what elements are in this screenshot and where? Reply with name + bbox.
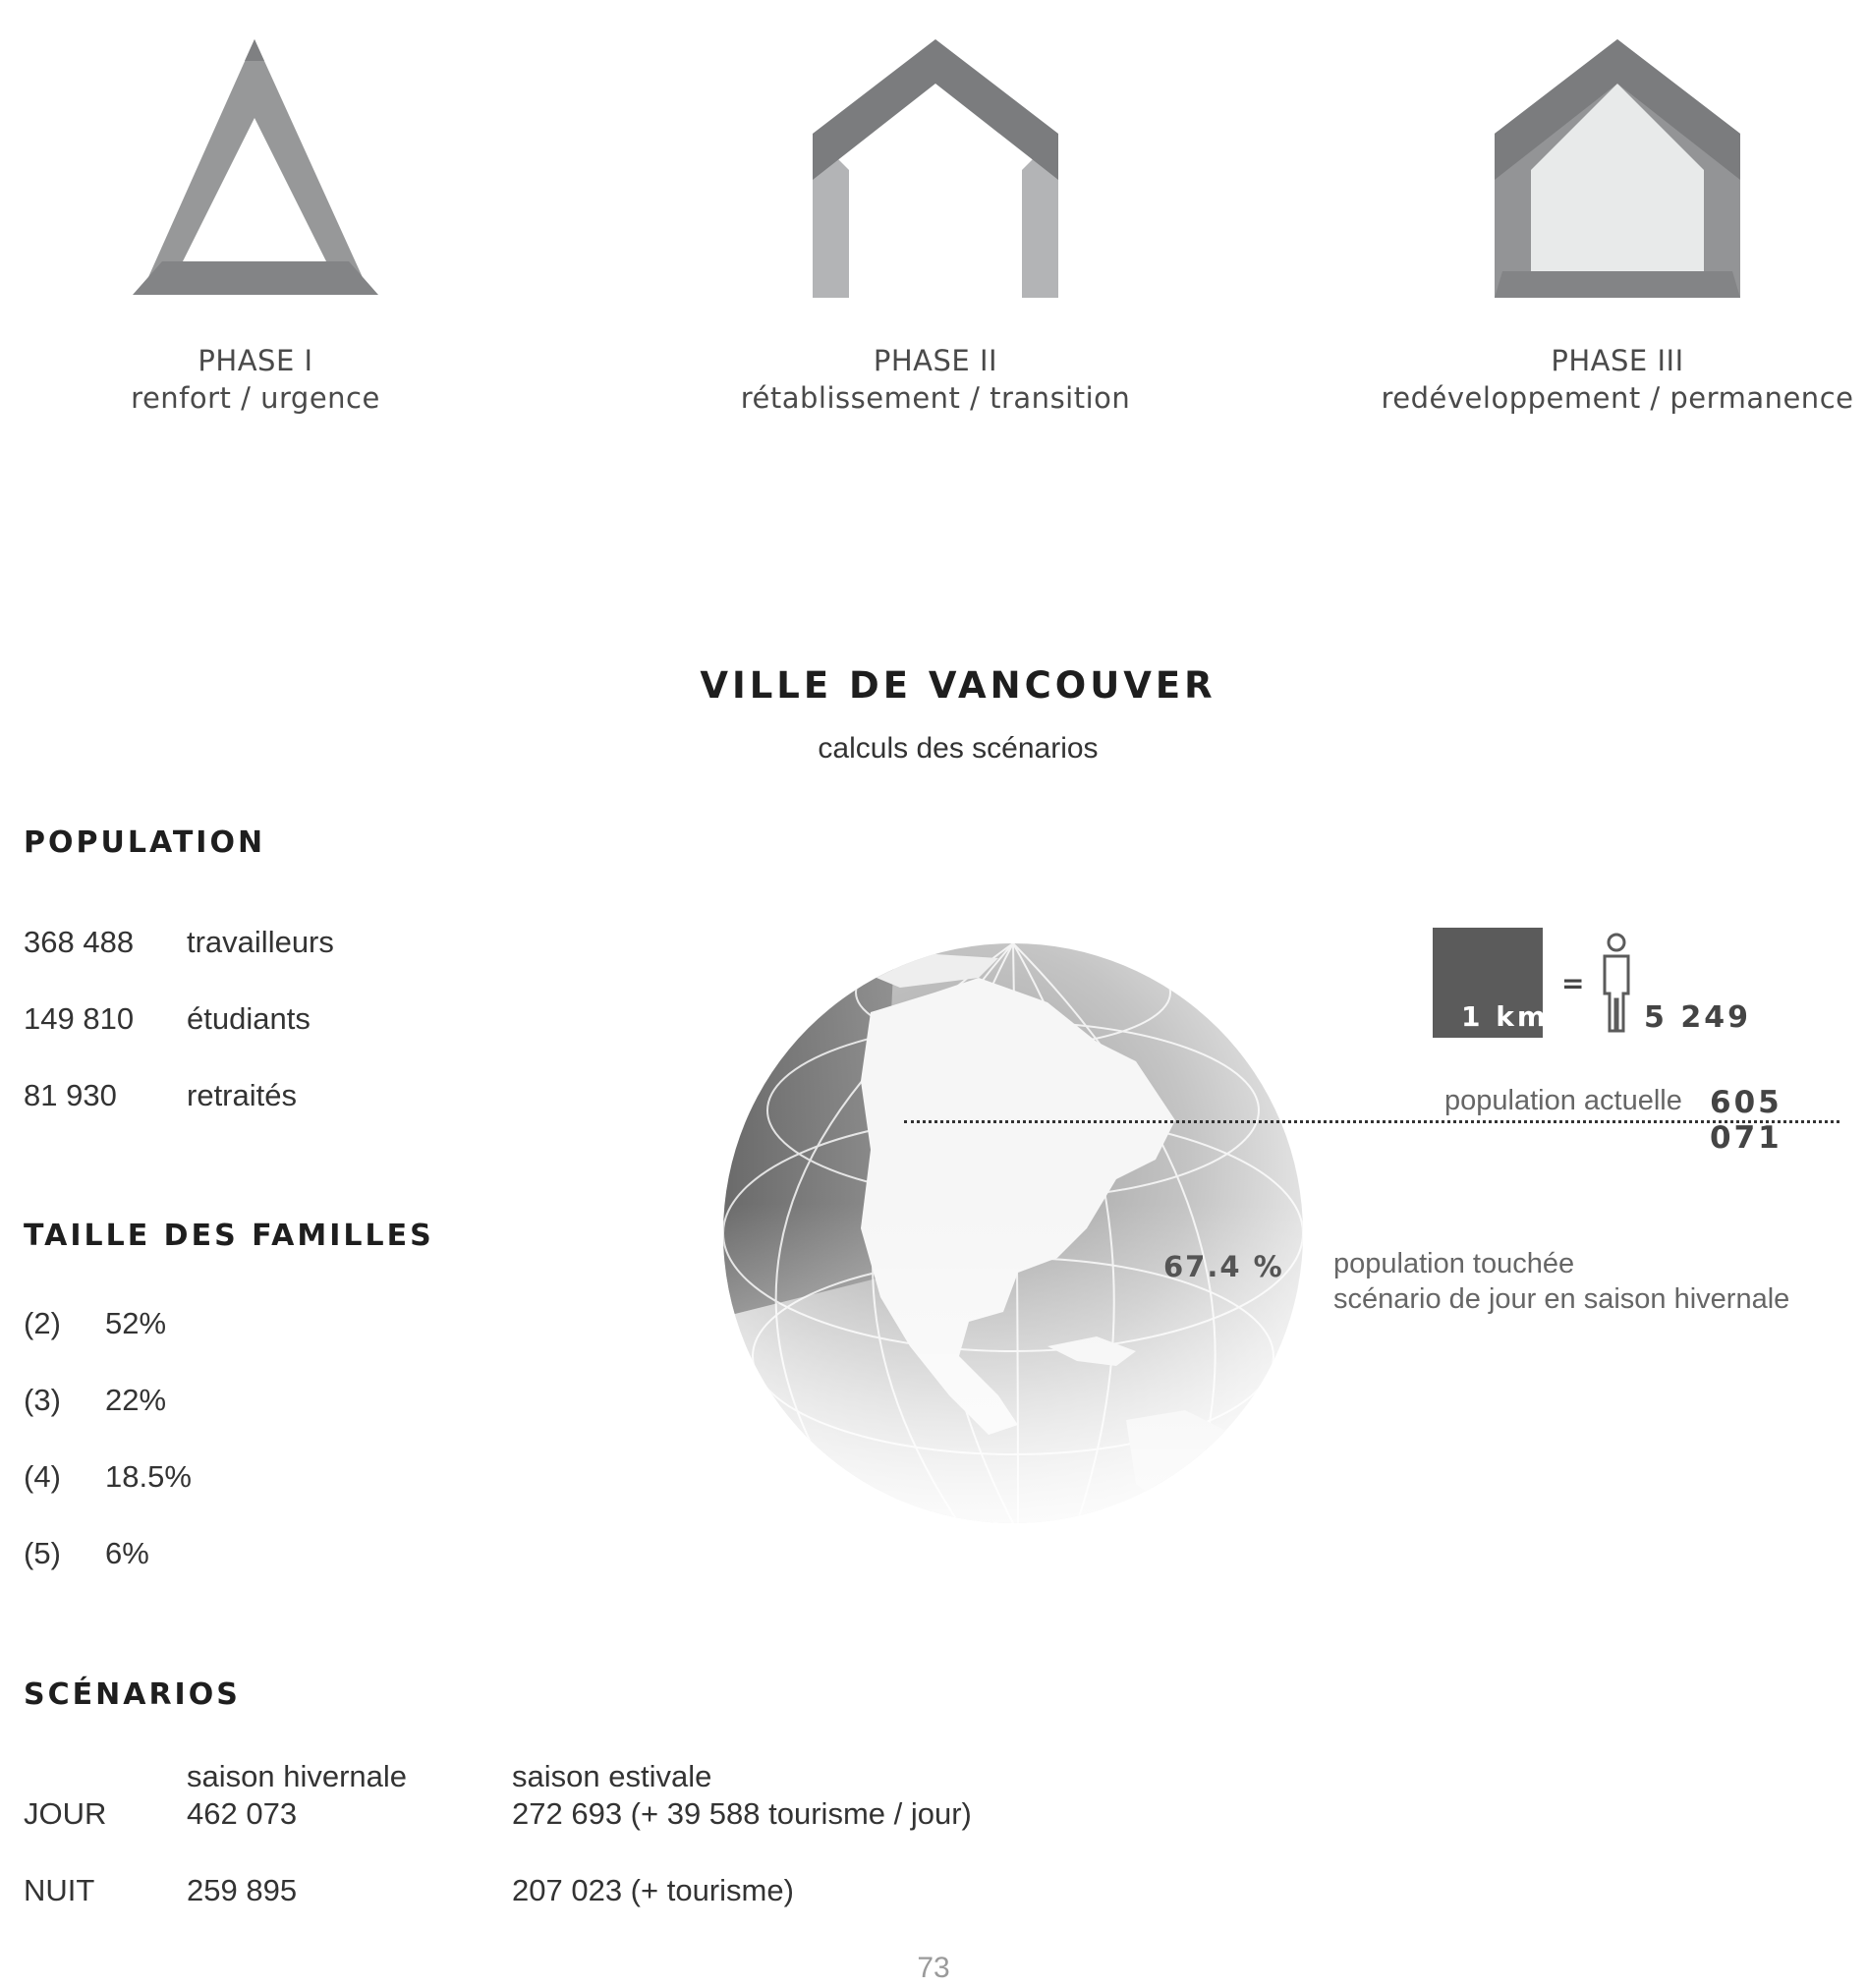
page-subtitle: calculs des scénarios: [818, 732, 1099, 765]
people-per-km: 5 249: [1644, 1000, 1751, 1035]
area-label: 1 km: [1461, 1000, 1550, 1033]
phase-2-title: PHASE II: [873, 344, 998, 377]
current-population-label: population actuelle: [1444, 1085, 1682, 1116]
scenario-summer-value: 272 693 (+ 39 588 tourisme / jour): [512, 1796, 972, 1831]
affected-percent: 67.4 %: [1163, 1250, 1284, 1283]
phase-3-subtitle: redéveloppement / permanence: [1381, 381, 1854, 415]
family-size: (4): [24, 1459, 61, 1494]
scenario-winter-value: 462 073: [187, 1796, 298, 1831]
phase-1-title: PHASE I: [198, 344, 313, 377]
scenario-summer-value: 207 023 (+ tourisme): [512, 1873, 794, 1907]
affected-label: population touchée: [1333, 1248, 1575, 1279]
person-icon: [1600, 933, 1633, 1035]
phase-2-subtitle: rétablissement / transition: [740, 381, 1131, 415]
family-percent: 52%: [105, 1306, 167, 1340]
population-label: travailleurs: [187, 925, 334, 959]
family-size: (3): [24, 1383, 61, 1417]
current-population-value: 605 071: [1710, 1085, 1782, 1156]
scenario-col-summer: saison estivale: [512, 1759, 712, 1793]
scenarios-heading: SCÉNARIOS: [24, 1677, 241, 1712]
scenario-col-winter: saison hivernale: [187, 1759, 408, 1793]
open-house-icon: [813, 37, 1058, 298]
family-size: (2): [24, 1306, 61, 1340]
scenario-row-label: NUIT: [24, 1873, 95, 1907]
family-percent: 6%: [105, 1536, 149, 1570]
scenario-row-label: JOUR: [24, 1796, 107, 1831]
family-size: (5): [24, 1536, 61, 1570]
scenario-winter-value: 259 895: [187, 1873, 298, 1907]
globe-illustration: [723, 934, 1313, 1533]
population-value: 81 930: [24, 1078, 117, 1112]
page-title: VILLE DE VANCOUVER: [700, 664, 1216, 707]
population-heading: POPULATION: [24, 825, 266, 860]
affected-scenario: scénario de jour en saison hivernale: [1333, 1283, 1790, 1315]
population-value: 149 810: [24, 1001, 135, 1036]
family-percent: 18.5%: [105, 1459, 192, 1494]
population-label: étudiants: [187, 1001, 311, 1036]
closed-house-icon: [1495, 37, 1740, 298]
phase-1-subtitle: renfort / urgence: [131, 381, 380, 415]
population-label: retraités: [187, 1078, 297, 1112]
families-heading: TAILLE DES FAMILLES: [24, 1219, 434, 1253]
triangle-icon: [133, 37, 378, 298]
population-value: 368 488: [24, 925, 135, 959]
page-number: 73: [917, 1952, 950, 1984]
phase-3-title: PHASE III: [1551, 344, 1684, 377]
dotted-leader-line: [904, 1120, 1839, 1123]
family-percent: 22%: [105, 1383, 167, 1417]
equals-sign: =: [1561, 967, 1588, 999]
